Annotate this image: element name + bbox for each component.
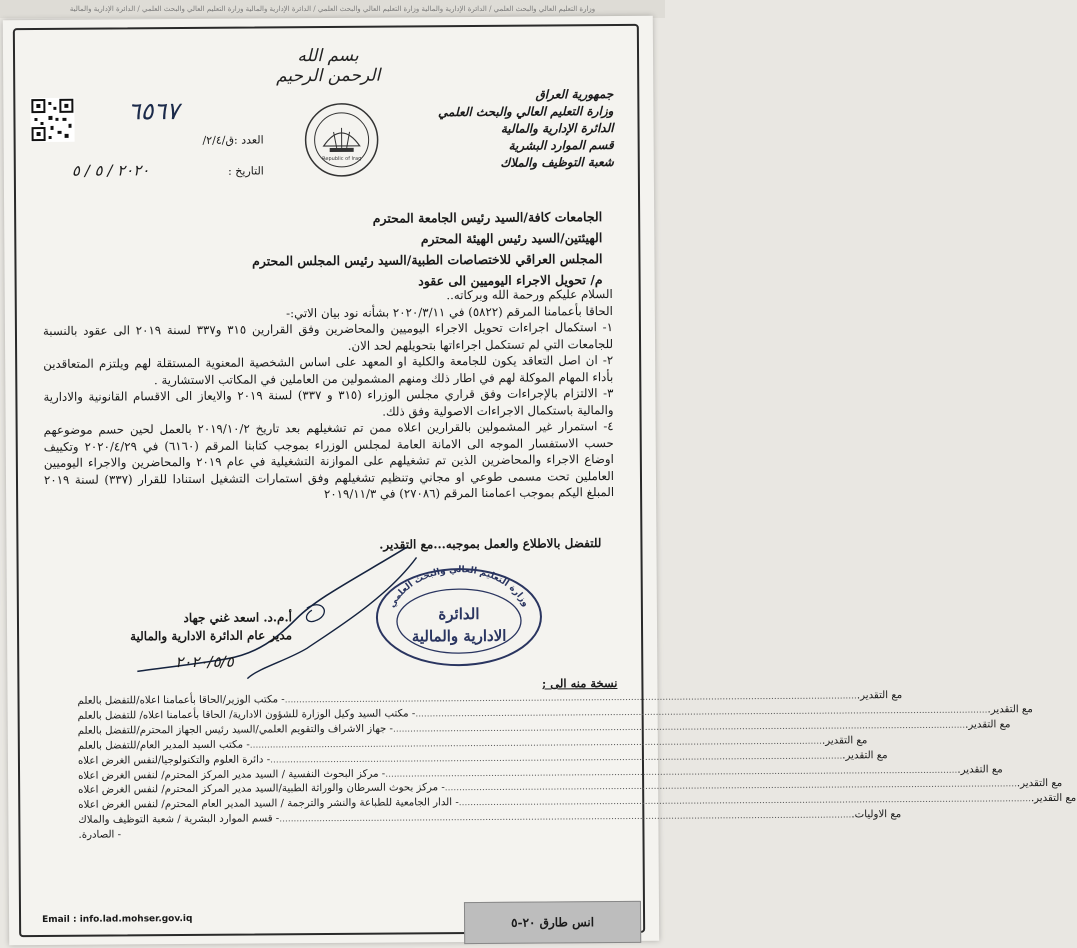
footer-email: Email : info.lad.mohser.gov.iq xyxy=(42,913,193,926)
reference-label: العدد :ق/٢/٤/ xyxy=(202,133,264,147)
cc-leader-dots: ........................................................................................................................................................................................................ xyxy=(415,705,988,720)
body-paragraph: ٣- الالتزام بالإجراءات وفق قراري مجلس الوزراء (٣١٥ و ٣٣٧) لسنة ٢٠١٩ والايعاز الى الاقسام القانونية والادارية والمالية باستكمال الاجراءات الاصولية وفق ذلك. xyxy=(43,386,614,419)
cc-leader-dots: ........................................................................................................................................................................................................ xyxy=(279,810,852,825)
body-paragraph: ١- استكمال اجراءات تحويل الاجراء اليوميين والمحاضرين وفق القرارين ٣١٥ و٣٣٧ لسنة ٢٠١٩ الى عقود بالنسبة للجامعات التي لم تستكمل اجراءاتها بتحويلهم لحد الان. xyxy=(42,320,614,353)
ministry-line: جمهورية العراق xyxy=(535,87,614,102)
cc-item-suffix: مع التقدير. xyxy=(1016,778,1063,790)
cc-item-suffix: مع التقدير. xyxy=(842,749,888,762)
ministry-line: وزارة التعليم العالي والبحث العلمي xyxy=(437,104,614,120)
signer-block xyxy=(92,608,292,645)
cc-leader-dots: ........................................................................................................................................................................................................ xyxy=(392,720,966,735)
cc-leader-dots: ........................................................................................................................................................................................................ xyxy=(385,765,958,780)
cc-item-text: - مركز بحوث السرطان والوراثة الطبية/السيد مدير المركز المحترم/ لنفس الغرض اعلاه xyxy=(78,782,445,797)
ministry-header xyxy=(393,86,614,173)
ministry-line: شعبة التوظيف والملاك xyxy=(500,155,614,170)
stamp-ring-text: وزارة التعليم العالي والبحث العلمي xyxy=(387,565,531,610)
signature-date: ٢٠٢٠/٥/٥ xyxy=(175,652,234,672)
basmala: بسم الله الرحمن الرحيم xyxy=(275,45,381,87)
qr-code-icon xyxy=(30,98,74,142)
cc-item-text: - مكتب السيد المدير العام/للتفضل بالعلم xyxy=(77,739,250,752)
date-handwritten: ٢٠٢٠ / ٥ / ٥ xyxy=(71,161,150,180)
cc-title: نسخة منه الى ; xyxy=(541,676,618,691)
cc-item-suffix: مع التقدير. xyxy=(957,763,1003,776)
cc-leader-dots: ........................................................................................................................................................................................................ xyxy=(444,779,1017,794)
cc-item-text: - مركز البحوث النفسية / السيد مدير المركز المحترم/ لنفس الغرض اعلاه xyxy=(78,768,386,782)
cc-item-text: - الصادرة. xyxy=(78,829,122,841)
date-label: التاريخ : xyxy=(228,164,264,178)
body-paragraph: ٤- استمرار غير المشمولين بالقرارين اعلاه ممن تم تشغيلهم بعد تاريخ ٢٠١٩/١٠/٢ بالعمل لحين حسم موضوعهم حسب الاستفسار الموجه الى الامانة العامة لمجلس الوزراء بموجب كتابنا المرقم (٦١٦٠) في ٢٠٢٠/٤/٢٩ وتكييف اوضاع الاجراء والمحاضرين الذين تم تشغيلهم على الموازنة التشغيلية في عام ٢٠١٩ والمحاضرين والاجراء اليوميين العاملين تحت مسمى طوعي او مجاني وتنظيم تشغيلهم وفق استمارات التشغيل استنادا للقرار (٣٣٧) لسنة ٢٠١٩ المبلغ اليكم بموجب اعمامنا المرقم (٢٧٠٨٦) في ٢٠١٩/١١/٣ xyxy=(43,419,615,502)
reference-number-text: ٦٥٦٧ xyxy=(127,97,180,126)
cc-item-suffix: مع التقدير. xyxy=(821,734,868,747)
cc-item-suffix: مع التقدير. xyxy=(856,690,903,702)
stamp-line-1: الدائرة xyxy=(438,604,480,624)
body-paragraph: ٢- ان اصل التعاقد يكون للجامعة والكلية او المعهد على اساس الشخصية المعنوية المستقلة لهم ويلتزم المتعاقدين بأداء المهام الموكلة لهم في اطار ذلك ومنهم المشمولين من العاملين في المكاتب الاستشارية . xyxy=(43,353,614,387)
cc-leader-dots: ........................................................................................................................................................................................................ xyxy=(270,751,843,766)
signer-title: مدير عام الدائرة الادارية والمالية xyxy=(130,628,293,644)
ministry-emblem-icon xyxy=(303,102,380,179)
ministry-line: قسم الموارد البشرية xyxy=(508,138,614,153)
body-paragraph: الحاقا بأعمامنا المرقم (٥٨٢٢) في ٢٠٢٠/٣/١١ بشأنه نود بيان الاتي:- xyxy=(286,303,613,320)
subject-line: م/ تحويل الاجراء اليوميين الى عقود xyxy=(418,272,603,289)
cc-leader-dots: ........................................................................................................................................................................................................ xyxy=(458,794,1031,809)
closing-line: للتفضل بالاطلاع والعمل بموجبه...مع التقدير. xyxy=(379,536,602,552)
cc-item-text: - مكتب الوزير/الحاقا بأعمامنا اعلاه/للتفضل بالعلم xyxy=(77,694,285,707)
official-stamp xyxy=(369,556,550,667)
recipients-block xyxy=(42,206,603,294)
cc-leader-dots: ........................................................................................................................................................................................................ xyxy=(284,691,857,706)
stamp-line-2: الادارية والمالية xyxy=(411,626,507,646)
cc-item-suffix: مع التقدير. xyxy=(1030,793,1077,805)
reference-number-handwritten xyxy=(93,91,213,132)
emblem-inner-text: Republic of Iraq xyxy=(322,155,362,163)
cc-item-text: - دائرة العلوم والتكنولوجيا/لنفس الغرض اعلاه xyxy=(77,754,271,767)
letter-body xyxy=(43,286,614,504)
cc-leader-dots: ........................................................................................................................................................................................................ xyxy=(249,736,822,751)
cc-item-suffix: مع الاوليات. xyxy=(851,809,902,821)
top-header-strip: وزارة التعليم العالي والبحث العلمي / الدائرة الإدارية والمالية وزارة التعليم العالي والبحث العلمي / الدائرة الإدارية والمالية وزارة التعليم العالي والبحث العلمي / الدائرة الإدارية والمالية xyxy=(0,0,665,18)
cc-item-text: - الدار الجامعية للطباعة والنشر والترجمة / السيد المدير العام المحترم/ لنفس الغرض اعلاه xyxy=(78,797,459,812)
cc-item-suffix: مع التقدير. xyxy=(965,719,1011,731)
ministry-line: الدائرة الإدارية والمالية xyxy=(500,121,614,136)
cc-item-text: - مكتب السيد وكيل الوزارة للشؤون الادارية/ الحاقا بأعمامنا اعلاه/ للتفضل بالعلم xyxy=(77,708,416,722)
recipient-line: المجلس العراقي للاختصاصات الطبية/السيد رئيس المجلس المحترم xyxy=(251,251,603,269)
greeting: السلام عليكم ورحمة الله وبركاته.. xyxy=(446,287,613,303)
cc-list xyxy=(77,690,1077,844)
footer-note-box: انس طارق ٢٠-٥ xyxy=(464,901,641,944)
document-sheet xyxy=(3,16,1077,946)
recipient-line: الهيئتين/السيد رئيس الهيئة المحترم xyxy=(420,230,603,247)
recipient-line: الجامعات كافة/السيد رئيس الجامعة المحترم xyxy=(372,209,603,226)
signer-name: أ.م.د. اسعد غني جهاد xyxy=(183,610,293,626)
cc-item-text: - جهاز الاشراف والتقويم العلمي/السيد رئيس الجهاز المحترم/للتفضل بالعلم xyxy=(77,723,394,737)
cc-item-suffix: مع التقدير. xyxy=(987,704,1033,716)
cc-item-text: - قسم الموارد البشرية / شعبة التوظيف والملاك xyxy=(78,813,280,827)
